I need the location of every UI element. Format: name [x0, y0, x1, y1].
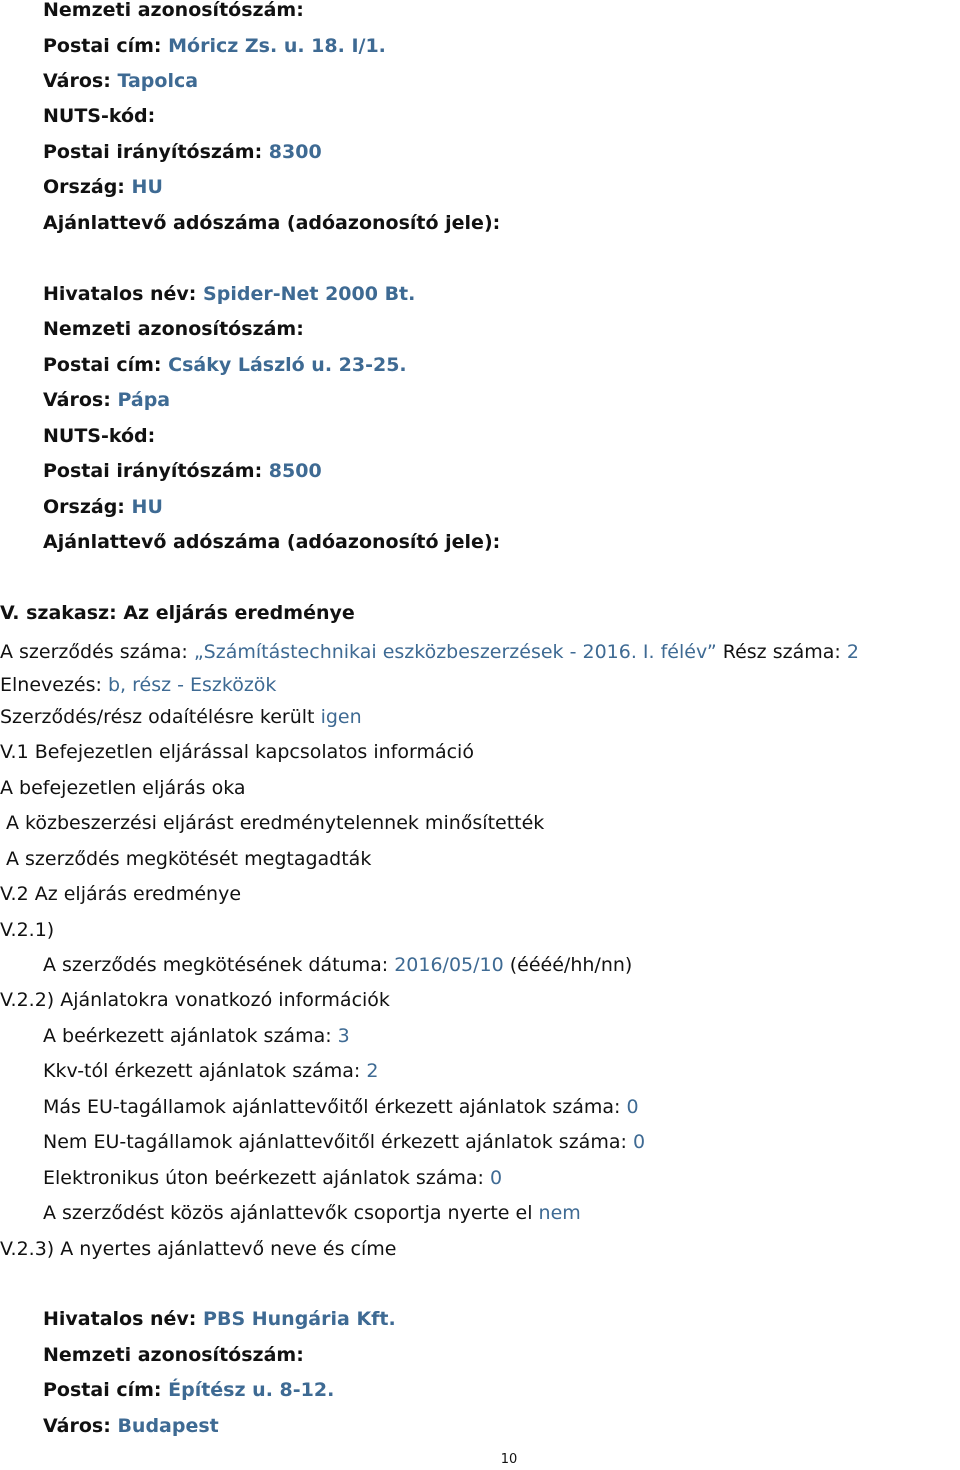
- nuts-code-label: NUTS-kód:: [43, 105, 156, 127]
- subsection-v1: V.1 Befejezetlen eljárással kapcsolatos információ: [0, 741, 474, 763]
- tax-id-label: Ajánlattevő adószáma (adóazonosító jele):: [43, 212, 501, 234]
- awarded: Szerződés/rész odaítélésre került igen: [0, 706, 362, 728]
- tax-id-label: Ajánlattevő adószáma (adóazonosító jele):: [43, 531, 501, 553]
- contract-number: A szerződés száma: „Számítástechnikai eszközbeszerzések - 2016. I. félév” Rész száma: 2 Elnevezés: b, rész - Eszközök: [0, 641, 859, 696]
- unsuccessful-option: A közbeszerzési eljárást eredménytelennek minősítették: [6, 812, 545, 834]
- city: Város: Budapest: [43, 1415, 219, 1437]
- official-name: Hivatalos név: PBS Hungária Kft.: [43, 1308, 396, 1330]
- refused-option: A szerződés megkötését megtagadták: [6, 848, 372, 870]
- postal-address: Postai cím: Móricz Zs. u. 18. I/1.: [43, 35, 386, 57]
- city: Város: Pápa: [43, 389, 171, 411]
- subsection-v21: V.2.1): [0, 919, 55, 941]
- page-number: 10: [500, 1452, 518, 1467]
- subsection-v2: V.2 Az eljárás eredménye: [0, 883, 242, 905]
- offers-electronic: Elektronikus úton beérkezett ajánlatok száma: 0: [43, 1167, 503, 1189]
- offers-other-eu: Más EU-tagállamok ajánlattevőitől érkezett ajánlatok száma: 0: [43, 1096, 639, 1118]
- city: Város: Tapolca: [43, 70, 199, 92]
- contract-date: A szerződés megkötésének dátuma: 2016/05/10 (éééé/hh/nn): [43, 954, 633, 976]
- subsection-v23: V.2.3) A nyertes ajánlattevő neve és címe: [0, 1238, 397, 1260]
- country: Ország: HU: [43, 496, 163, 518]
- offers-non-eu: Nem EU-tagállamok ajánlattevőitől érkezett ajánlatok száma: 0: [43, 1131, 646, 1153]
- national-id-label: Nemzeti azonosítószám:: [43, 1344, 304, 1366]
- subsection-v22: V.2.2) Ajánlatokra vonatkozó információk: [0, 989, 390, 1011]
- postal-address: Postai cím: Csáky László u. 23-25.: [43, 354, 407, 376]
- consortium-winner: A szerződést közös ajánlattevők csoportja nyerte el nem: [43, 1202, 581, 1224]
- postal-address: Postai cím: Építész u. 8-12.: [43, 1379, 335, 1401]
- offers-received: A beérkezett ajánlatok száma: 3: [43, 1025, 350, 1047]
- nuts-code-label: NUTS-kód:: [43, 425, 156, 447]
- official-name: Hivatalos név: Spider-Net 2000 Bt.: [43, 283, 416, 305]
- offers-sme: Kkv-tól érkezett ajánlatok száma: 2: [43, 1060, 379, 1082]
- postal-code: Postai irányítószám: 8300: [43, 141, 322, 163]
- national-id-label: Nemzeti azonosítószám:: [43, 0, 304, 21]
- country: Ország: HU: [43, 176, 163, 198]
- postal-code: Postai irányítószám: 8500: [43, 460, 322, 482]
- national-id-label: Nemzeti azonosítószám:: [43, 318, 304, 340]
- section-heading: V. szakasz: Az eljárás eredménye: [0, 602, 355, 624]
- unfinished-reason-label: A befejezetlen eljárás oka: [0, 777, 246, 799]
